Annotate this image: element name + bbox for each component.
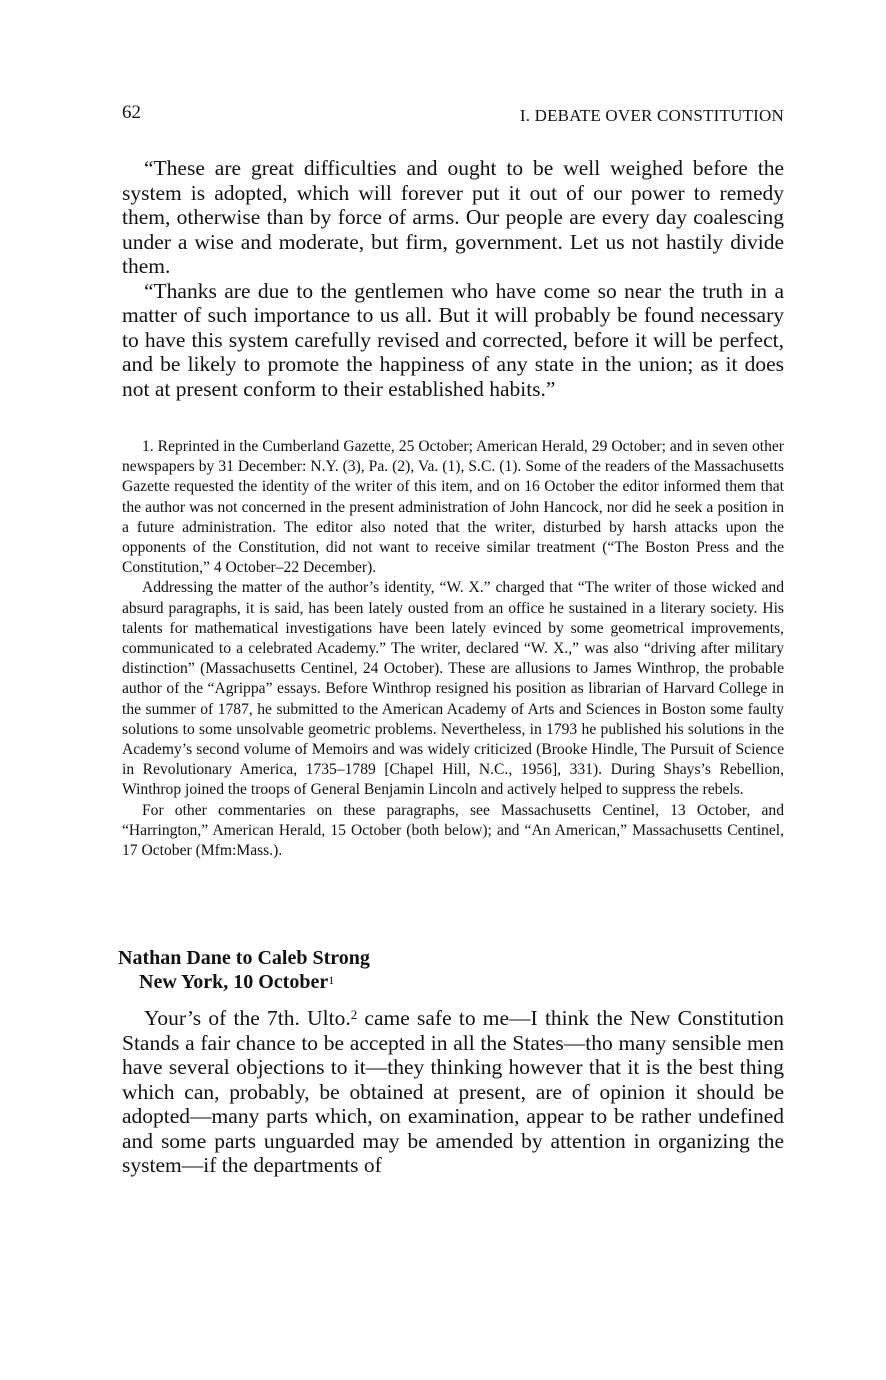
footnote-paragraph: 1. Reprinted in the Cumberland Gazette, 25 October; American Herald, 29 October; and in seven other newspapers by 31 December: N.Y. (3), Pa. (2), Va. (1), S.C. (1). Some of the readers of the Massachusetts Gazette requested the identity of the writer of this item, and on 16 October the editor informed them that the author was not concerned in the present administration of John Hancock, nor did he seek a position in a future administration. The editor also noted that the writer, disturbed by harsh attacks upon the opponents of the Constitution, did not want to receive similar treatment (“The Boston Press and the Constitution,” 4 October–22 December). <box>122 438 784 577</box>
letter-heading <box>118 946 784 994</box>
footnotes <box>122 437 784 861</box>
letter-paragraph <box>122 1006 784 1178</box>
letter-place-date-text: New York, 10 October <box>139 971 329 993</box>
quote-paragraph: “Thanks are due to the gentlemen who have come so near the truth in a matter of such importance to us all. But it will probably be found necessary to have this system carefully revised and corrected, before it will be perfect, and be likely to promote the happiness of any state in the union; as it does not at present conform to their established habits.” <box>122 278 784 401</box>
page-number: 62 <box>122 102 141 123</box>
letter-text-rest: came safe to me—I think the New Constitution Stands a fair chance to be accepted in all the States—tho many sensible men have several objections to it—they thinking however that it is the best thing which can, probably, be obtained at present, are of opinion it should be adopted—many parts which, on examination, appear to be rather undefined and some parts unguarded may be amended by attention in organizing the system—if the departments of <box>122 1006 785 1177</box>
quote-paragraph: “These are great difficulties and ought to be well weighed before the system is adopted, which will forever put it out of our power to remedy them, otherwise than by force of arms. Our people are every day coalescing under a wise and moderate, but firm, government. Let us not hastily divide them. <box>122 156 784 278</box>
note-reference: 2 <box>350 1007 358 1022</box>
letter-title-note: 1 <box>328 973 335 987</box>
letter-title: Nathan Dane to Caleb Strong <box>118 947 370 969</box>
quoted-text <box>122 156 784 401</box>
letter-place-date <box>118 970 784 994</box>
letter-body <box>122 1006 784 1178</box>
letter-text-start: Your’s of the 7th. Ulto. <box>144 1006 351 1030</box>
section-title: I. DEBATE OVER CONSTITUTION <box>519 106 784 125</box>
running-head <box>122 100 784 126</box>
footnote-paragraph: For other commentaries on these paragraphs, see Massachusetts Centinel, 13 October, and “Harrington,” American Herald, 15 October (both below); and “An American,” Massachusetts Centinel, 17 October (Mfm:Mass.). <box>122 801 784 860</box>
footnote-paragraph: Addressing the matter of the author’s identity, “W. X.” charged that “The writer of those wicked and absurd paragraphs, it is said, has been lately ousted from an office he sustained in a literary society. His talents for mathematical investigations have been lately evinced by some geometrical improvements, communicated to a celebrated Academy.” The writer, declared “W. X.,” was also “driving after military distinction” (Massachusetts Centinel, 24 October). These are allusions to James Winthrop, the probable author of the “Agrippa” essays. Before Winthrop resigned his position as librarian of Harvard College in the summer of 1787, he submitted to the American Academy of Arts and Sciences in Boston some faulty solutions to some unsolvable geometric problems. Nevertheless, in 1793 he published his solutions in the Academy’s second volume of Memoirs and was widely criticized (Brooke Hindle, The Pursuit of Science in Revolutionary America, 1735–1789 [Chapel Hill, N.C., 1956], 331). During Shays’s Rebellion, Winthrop joined the troops of General Benjamin Lincoln and actively helped to suppress the rebels. <box>122 579 784 799</box>
